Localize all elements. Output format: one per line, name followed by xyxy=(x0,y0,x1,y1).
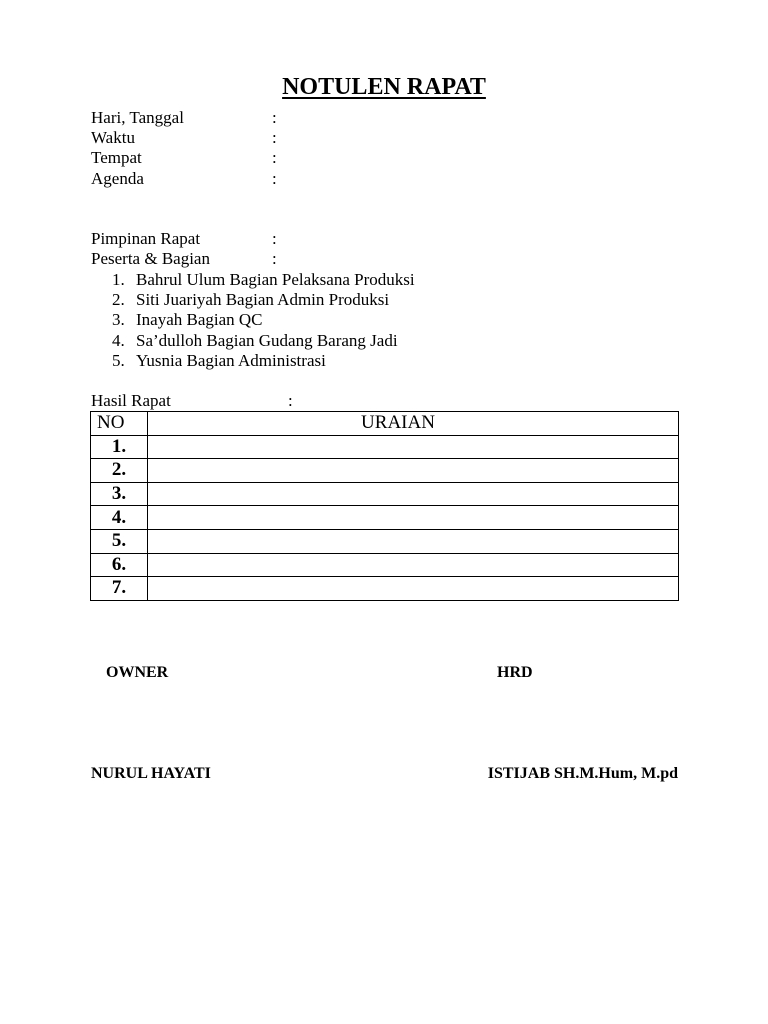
row-number: 7. xyxy=(91,577,148,601)
field-hari-tanggal xyxy=(91,108,277,128)
row-number: 1. xyxy=(91,435,148,459)
list-item xyxy=(112,351,415,371)
row-uraian-cell xyxy=(148,506,679,530)
field-colon: : xyxy=(272,148,277,167)
row-uraian-cell xyxy=(148,529,679,553)
list-text: Sa’dulloh Bagian Gudang Barang Jadi xyxy=(136,330,398,350)
field-colon: : xyxy=(272,108,277,127)
table-row xyxy=(91,459,679,483)
field-waktu xyxy=(91,128,277,148)
field-label: Waktu xyxy=(91,128,135,147)
list-text: Siti Juariyah Bagian Admin Produksi xyxy=(136,290,390,310)
list-number: 1. xyxy=(112,270,125,289)
field-label: Hasil Rapat xyxy=(91,391,171,410)
field-label: Agenda xyxy=(91,169,144,188)
field-label: Pimpinan Rapat xyxy=(91,229,201,248)
field-colon: : xyxy=(272,249,277,268)
row-uraian-cell xyxy=(148,577,679,601)
table-row xyxy=(91,435,679,459)
field-label: Hari, Tanggal xyxy=(91,108,184,127)
list-number: 4. xyxy=(112,330,125,350)
row-number: 5. xyxy=(91,529,148,553)
row-number: 3. xyxy=(91,482,148,506)
table-row xyxy=(91,529,679,553)
owner-title: OWNER xyxy=(106,664,169,681)
table-row xyxy=(91,482,679,506)
participant-list xyxy=(112,270,415,371)
field-colon: : xyxy=(272,169,277,188)
row-uraian-cell xyxy=(148,459,679,483)
hrd-title: HRD xyxy=(497,664,533,681)
list-number: 5. xyxy=(112,350,125,370)
row-uraian-cell xyxy=(148,482,679,506)
results-table xyxy=(90,411,679,601)
field-label: Peserta & Bagian xyxy=(91,249,210,268)
row-number: 6. xyxy=(91,553,148,577)
row-number: 2. xyxy=(91,459,148,483)
field-hasil-rapat xyxy=(91,391,293,411)
list-item xyxy=(112,290,415,310)
list-text: Inayah Bagian QC xyxy=(136,310,263,330)
field-tempat xyxy=(91,148,277,168)
row-uraian-cell xyxy=(148,553,679,577)
row-uraian-cell xyxy=(148,435,679,459)
field-label: Tempat xyxy=(91,148,142,167)
field-agenda xyxy=(91,169,277,189)
owner-name: NURUL HAYATI xyxy=(91,765,211,782)
list-item xyxy=(112,270,415,290)
table-row xyxy=(91,577,679,601)
column-header-uraian: URAIAN xyxy=(148,412,679,436)
field-colon: : xyxy=(272,229,277,248)
hrd-name: ISTIJAB SH.M.Hum, M.pd xyxy=(487,765,678,782)
table-row xyxy=(91,506,679,530)
list-item xyxy=(112,331,415,351)
row-number: 4. xyxy=(91,506,148,530)
table-header-row xyxy=(91,412,679,436)
list-text: Bahrul Ulum Bagian Pelaksana Produksi xyxy=(136,270,415,289)
list-text: Yusnia Bagian Administrasi xyxy=(136,350,326,370)
field-pimpinan-rapat xyxy=(91,229,277,249)
column-header-no: NO xyxy=(91,412,148,436)
list-number: 2. xyxy=(112,290,125,310)
field-colon: : xyxy=(288,391,293,410)
field-colon: : xyxy=(272,128,277,147)
field-peserta-bagian xyxy=(91,249,277,269)
document-title: NOTULEN RAPAT xyxy=(282,74,486,100)
table-row xyxy=(91,553,679,577)
list-item xyxy=(112,310,415,330)
list-number: 3. xyxy=(112,310,125,330)
